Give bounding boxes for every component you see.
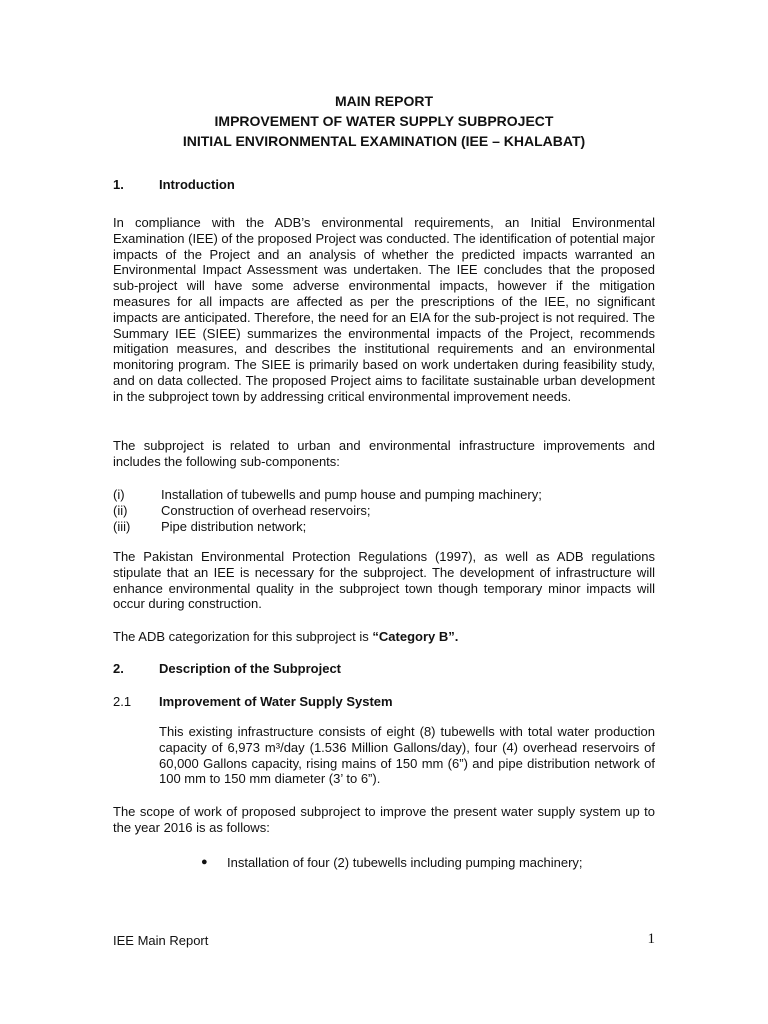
list-item xyxy=(113,503,655,519)
footer-report-name: IEE Main Report xyxy=(113,933,209,948)
section-2-1-heading xyxy=(113,694,393,710)
section-2-heading xyxy=(113,661,341,677)
section-1-title: Introduction xyxy=(159,177,235,192)
list-item xyxy=(113,519,655,535)
category-value: “Category B”. xyxy=(372,629,459,644)
scope-bullet-item xyxy=(201,855,655,871)
section-2-1-number: 2.1 xyxy=(113,694,132,709)
list-item-text: Installation of tubewells and pump house and pumping machinery; xyxy=(161,487,542,502)
report-title-line-1: MAIN REPORT xyxy=(335,93,433,109)
list-item-text: Construction of overhead reservoirs; xyxy=(161,502,371,518)
section-2-title: Description of the Subproject xyxy=(159,661,342,676)
list-item-number: (ii) xyxy=(113,502,128,518)
report-title-line-3: INITIAL ENVIRONMENTAL EXAMINATION (IEE – KHALABAT) xyxy=(182,133,586,149)
category-text: The ADB categorization for this subproject is xyxy=(113,629,373,644)
intro-paragraph-4 xyxy=(113,629,655,645)
section-1-number: 1. xyxy=(113,177,124,192)
list-item-number: (iii) xyxy=(113,518,131,534)
bullet-icon: ● xyxy=(201,856,208,868)
list-item xyxy=(113,487,655,503)
section-1-heading xyxy=(113,177,235,193)
list-item-number: (i) xyxy=(113,487,125,502)
footer-page-number: 1 xyxy=(647,931,655,947)
intro-paragraph-1: In compliance with the ADB’s environmental requirements, an Initial Environmental Examination (IEE) of the proposed Project was conducted. The identification of potential major impacts of the Project and an analysis of whether the predicted impacts warranted an Environmental Impact Assessment was undertaken. The IEE concludes that the proposed sub-project will have some adverse environmental impacts, however if the mitigation measures for all impacts are affected as per the prescriptions of the IEE, no significant impacts are anticipated. Therefore, the need for an EIA for the sub-project is not required. The Summary IEE (SIEE) summarizes the environmental impacts of the Project, recommends mitigation measures, and describes the institutional requirements and an environmental monitoring program. The SIEE is primarily based on work undertaken during feasibility study, and on data collected. The proposed Project aims to facilitate sustainable urban development in the subproject town by addressing critical environmental improvement needs. xyxy=(113,215,655,404)
section-2-1-title: Improvement of Water Supply System xyxy=(159,694,393,709)
intro-paragraph-2: The subproject is related to urban and environmental infrastructure improvements and includes the following sub-components: xyxy=(113,438,655,469)
water-supply-paragraph: This existing infrastructure consists of eight (8) tubewells with total water production capacity of 6,973 m³/day (1.536 Million Gallons/day), four (4) overhead reservoirs of 60,000 Gallons capacity, rising mains of 150 mm (6”) and pipe distribution network of 100 mm to 150 mm diameter (3’ to 6”). xyxy=(159,724,655,787)
report-title-block xyxy=(113,91,655,151)
scope-paragraph: The scope of work of proposed subproject to improve the present water supply system up to the year 2016 is as follows: xyxy=(113,804,655,835)
subcomponent-list xyxy=(113,487,655,534)
scope-bullet-text: Installation of four (2) tubewells including pumping machinery; xyxy=(227,855,583,870)
report-title-line-2: IMPROVEMENT OF WATER SUPPLY SUBPROJECT xyxy=(214,113,554,129)
list-item-text: Pipe distribution network; xyxy=(161,518,307,534)
section-2-number: 2. xyxy=(113,661,124,676)
intro-paragraph-3: The Pakistan Environmental Protection Regulations (1997), as well as ADB regulations stipulate that an IEE is necessary for the subproject. The development of infrastructure will enhance environmental quality in the subproject town though temporary minor impacts will occur during construction. xyxy=(113,549,655,612)
